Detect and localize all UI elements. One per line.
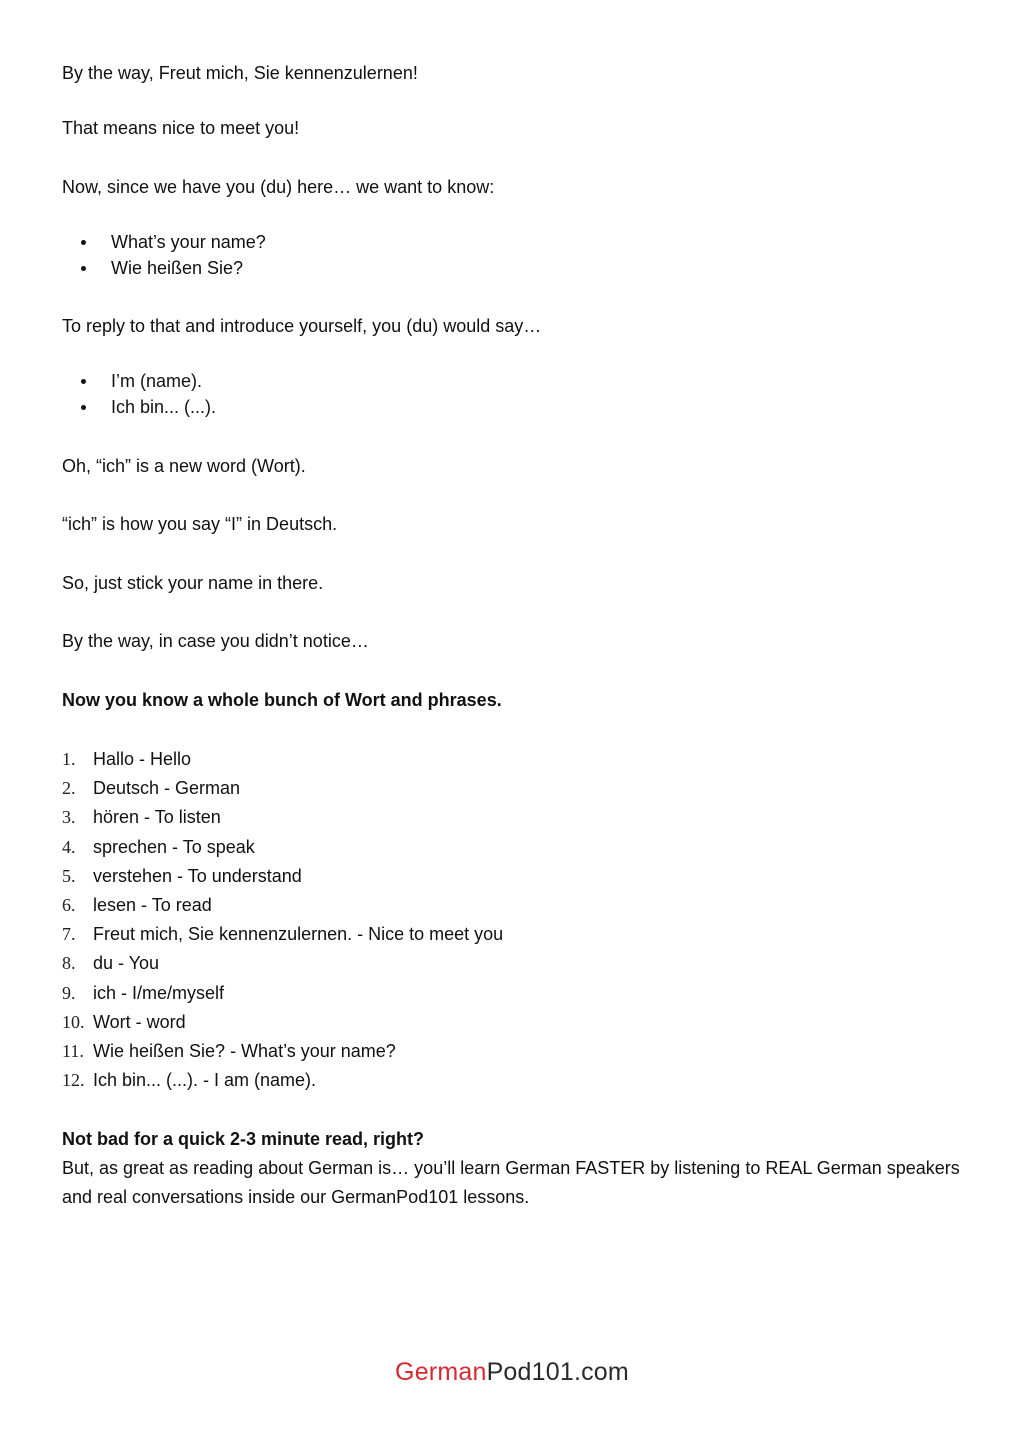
vocab-item: 2. Deutsch - German [62, 778, 241, 799]
vocab-list [62, 745, 503, 1095]
vocab-item: 9. ich - I/me/myself [62, 982, 225, 1003]
vocab-item: 1. Hallo - Hello [62, 749, 192, 769]
bullet-icon [81, 405, 86, 410]
paragraph-new-word: Oh, “ich” is a new word (Wort). [62, 456, 306, 476]
bullet-list-name-question [62, 229, 266, 281]
vocab-item: 10. Wort - word [62, 1011, 186, 1032]
footer-brand-logo [0, 1358, 1024, 1387]
vocab-item: 11. Wie heißen Sie? - What’s your name? [62, 1040, 396, 1061]
bullet-icon [81, 266, 86, 271]
bullet-icon [81, 379, 86, 384]
vocab-item: 8. du - You [62, 953, 160, 974]
closing-body: But, as great as reading about German is… you’ll learn German FASTER by listening to REAL German speakers and real conversations inside our GermanPod101 lessons. [62, 1158, 960, 1207]
vocab-item: 5. verstehen - To understand [62, 865, 302, 886]
vocab-item: 6. lesen - To read [62, 894, 212, 915]
list-item: What’s your name? [62, 229, 266, 255]
bullet-icon [81, 240, 86, 245]
vocab-item: 7. Freut mich, Sie kennenzulernen. - Nice to meet you [62, 924, 504, 945]
paragraph-reply-intro: To reply to that and introduce yourself, you (du) would say… [62, 316, 542, 336]
vocab-item: 3. hören - To listen [62, 807, 221, 828]
vocab-item: 4. sprechen - To speak [62, 836, 255, 857]
list-item: Wie heißen Sie? [62, 255, 266, 281]
section-heading-vocab: Now you know a whole bunch of Wort and phrases. [62, 690, 502, 710]
paragraph-question-intro: Now, since we have you (du) here… we want to know: [62, 177, 495, 197]
list-item: Ich bin... (...). [62, 394, 216, 420]
paragraph-notice: By the way, in case you didn’t notice… [62, 631, 369, 651]
paragraph-stick-name: So, just stick your name in there. [62, 573, 324, 593]
paragraph-greeting: By the way, Freut mich, Sie kennenzulernen! [62, 63, 418, 83]
vocab-item: 12. Ich bin... (...). - I am (name). [62, 1070, 317, 1091]
closing-heading: Not bad for a quick 2-3 minute read, right? [62, 1129, 425, 1149]
closing-section [62, 1125, 962, 1212]
list-item: I’m (name). [62, 368, 216, 394]
paragraph-ich-meaning: “ich” is how you say “I” in Deutsch. [62, 514, 338, 534]
brand-name-german: German [395, 1358, 487, 1386]
paragraph-meaning: That means nice to meet you! [62, 118, 300, 138]
brand-name-pod: Pod101.com [486, 1358, 629, 1386]
bullet-list-name-reply [62, 368, 216, 420]
